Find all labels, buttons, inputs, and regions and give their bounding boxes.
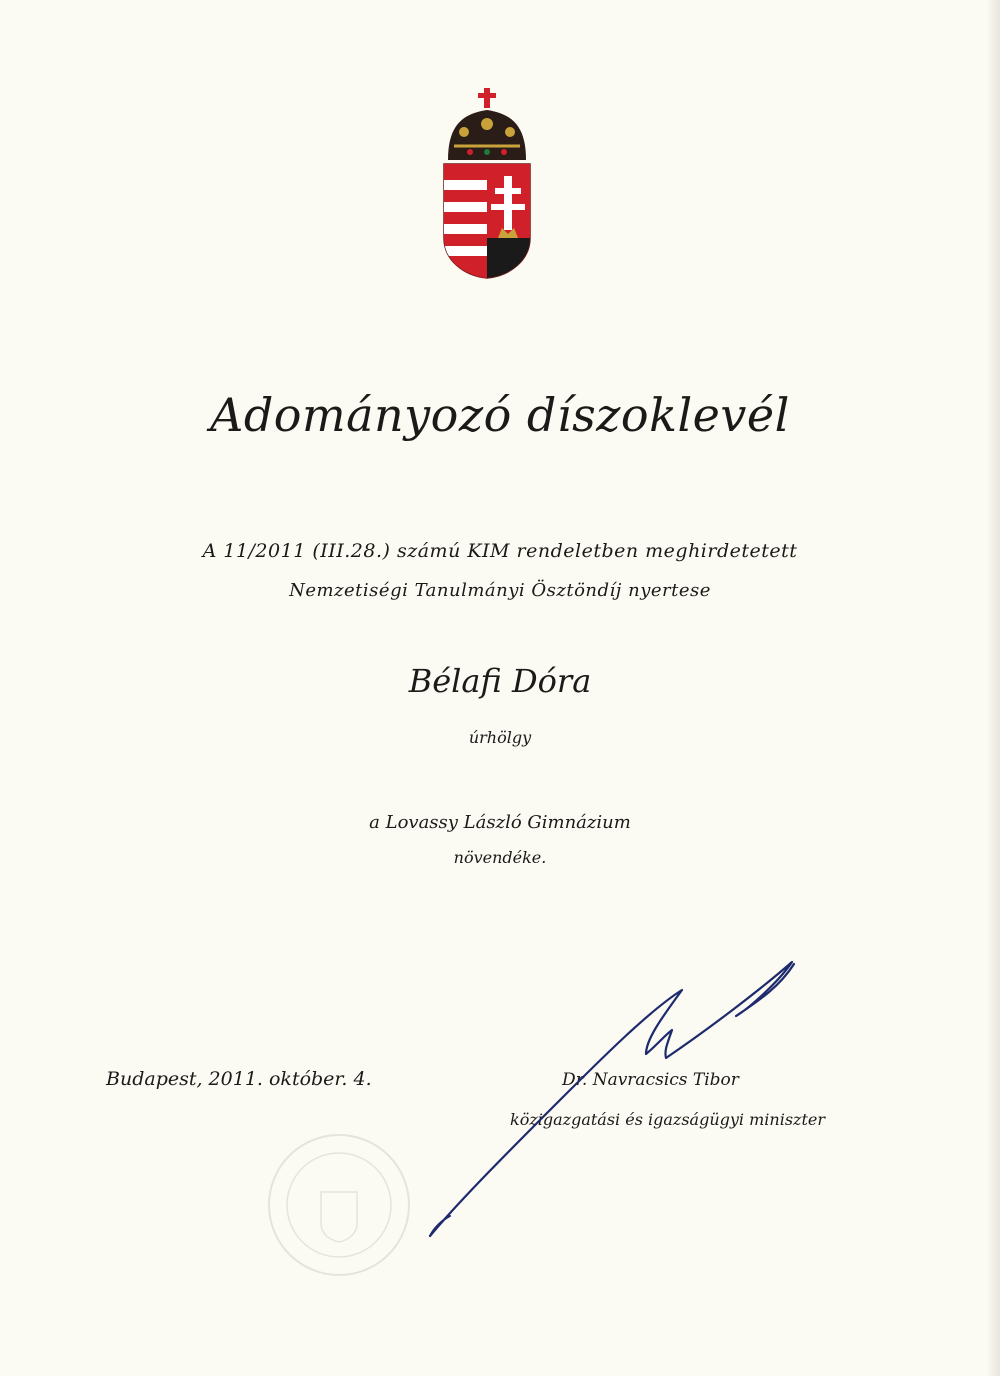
recipient-name: Bélafi Dóra [408,662,592,700]
embossed-seal-icon [266,1132,412,1278]
signer-title: közigazgatási és igazságügyi miniszter [510,1110,826,1129]
crown-cross-bar [478,93,496,98]
arpad-stripes [444,164,487,278]
place-and-date: Budapest, 2011. október. 4. [106,1068,372,1090]
handwritten-signature [420,950,810,1250]
honorific: úrhölgy [468,728,532,747]
double-cross-field [487,164,530,278]
student-line: növendéke. [453,848,547,867]
scholarship-line: Nemzetiségi Tanulmányi Ösztöndíj nyertese [289,580,711,601]
coat-of-arms-icon [440,88,534,280]
school-line: a Lovassy László Gimnázium [369,812,631,833]
signer-name: Dr. Navracsics Tibor [562,1070,739,1090]
decree-line: A 11/2011 (III.28.) számú KIM rendeletben meghirdetetett [202,540,798,562]
certificate-title: Adományozó díszoklevél [210,388,790,442]
